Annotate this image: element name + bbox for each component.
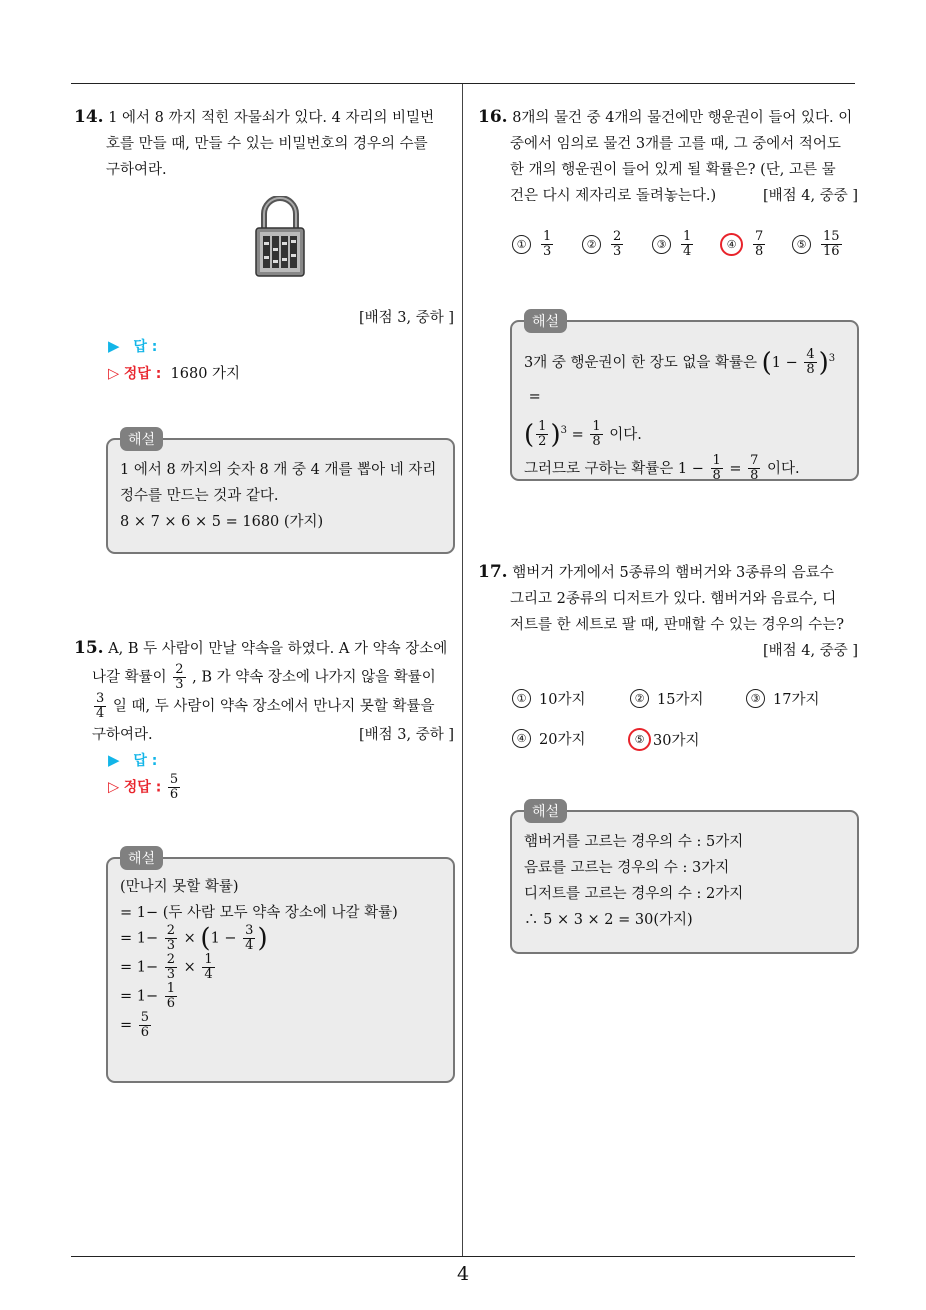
column-divider: [462, 84, 463, 1256]
choice-mark: ④: [512, 729, 531, 748]
explanation-text: ∴ 5 × 3 × 2 = 30(가지): [524, 912, 693, 928]
problem-text: 한 개의 행운권이 들어 있게 될 확률은? (단, 고른 물: [510, 162, 836, 178]
problem-text: 일 때, 두 사람이 약속 장소에서 만나지 못할 확률을: [112, 698, 435, 715]
explanation-text: 1 에서 8 까지의 숫자 8 개 중 4 개를 뽑아 네 자리: [120, 462, 437, 478]
answer-label: 답 :: [133, 339, 158, 355]
top-rule: [71, 83, 855, 84]
choice-5[interactable]: ⑤ $\frac{15}{16}$: [792, 230, 844, 259]
explanation-text: 디저트를 고르는 경우의 수 : 2가지: [524, 886, 744, 902]
bottom-rule: [71, 1256, 855, 1257]
problem-number: 17.: [478, 562, 508, 582]
explanation-eq: = 1− $\frac{1}{6}$: [120, 981, 176, 1011]
score: [배점 4, 중중 ]: [762, 643, 858, 659]
choice-mark: ②: [582, 235, 601, 254]
problem-text: 8개의 물건 중 4개의 물건에만 행운권이 들어 있다. 이: [512, 110, 853, 126]
choice-4-correct[interactable]: ④ $\frac{7}{8}$: [720, 230, 767, 259]
problem-number: 14.: [74, 107, 104, 127]
explanation-tag: 해설: [524, 309, 567, 333]
explanation-text: (만나지 못할 확률): [120, 879, 239, 895]
problem-text: 중에서 임의로 물건 3개를 고를 때, 그 중에서 적어도: [510, 136, 841, 152]
explanation-eq: 그러므로 구하는 확률은 1 − $\frac{1}{8}$ = $\frac{7}{8}$ 이다.: [524, 453, 800, 484]
explanation-text: 정수를 만드는 것과 같다.: [120, 488, 279, 504]
answer-line: [108, 750, 157, 770]
problem-text: 1 에서 8 까지 적힌 자물쇠가 있다. 4 자리의 비밀번: [108, 110, 435, 126]
correct-mark-icon: ⑤: [628, 728, 651, 751]
choice-4[interactable]: ④ 20가지: [512, 728, 585, 749]
choice-mark: ②: [630, 689, 649, 708]
fraction: $\frac{2}{3}$: [175, 662, 184, 692]
choice-mark: ①: [512, 689, 531, 708]
problem-text: 나갈 확률이: [92, 669, 167, 686]
problem-text: 햄버거 가게에서 5종류의 햄버거와 3종류의 음료수: [512, 565, 834, 581]
problem-text: 건은 다시 제자리로 돌려놓는다.): [510, 188, 717, 204]
correct-fraction: $\frac{5}{6}$: [169, 772, 179, 802]
explanation-text: = 1− (두 사람 모두 약속 장소에 나갈 확률): [120, 905, 398, 921]
problem-text: 그리고 2종류의 디저트가 있다. 햄버거와 음료수, 디: [510, 591, 837, 607]
answer-line: [108, 336, 157, 356]
explanation-eq: = 1− $\frac{2}{3}$ × (1 − $\frac{3}{4}$ ): [120, 923, 268, 954]
problem-17: [478, 559, 858, 664]
explanation-eq: = $\frac{5}{6}$: [120, 1010, 150, 1040]
explanation-eq: 3개 중 행운권이 한 장도 없을 확률은 (1 − $\frac{4}{8}$ )$^3$ =: [524, 347, 836, 405]
explanation-box: [510, 314, 859, 484]
explanation-box: [106, 432, 455, 554]
explanation-box: [510, 804, 859, 954]
choice-5-correct[interactable]: ⑤ 30가지: [628, 728, 699, 751]
problem-number: 16.: [478, 107, 508, 127]
problem-14: [74, 104, 454, 183]
explanation-box: [106, 851, 455, 1083]
choice-mark: ③: [652, 235, 671, 254]
hollow-arrow-icon: ▷: [108, 366, 120, 382]
choice-mark: ③: [746, 689, 765, 708]
choice-2[interactable]: ② $\frac{2}{3}$: [582, 230, 625, 259]
page-number: 4: [456, 1263, 470, 1285]
choice-1[interactable]: ① 10가지: [512, 688, 585, 709]
choice-mark: ①: [512, 235, 531, 254]
answer-label: 답 :: [133, 753, 158, 769]
correct-answer-line: [108, 362, 240, 383]
explanation-text: 8 × 7 × 6 × 5 = 1680 (가지): [120, 514, 324, 530]
choice-3[interactable]: ③ $\frac{1}{4}$: [652, 230, 695, 259]
explanation-text: 햄버거를 고르는 경우의 수 : 5가지: [524, 834, 744, 850]
padlock-image: [254, 196, 306, 278]
explanation-eq: ( $\frac{1}{2}$ )$^3$ = $\frac{1}{8}$ 이다.: [524, 419, 642, 450]
explanation-eq: = 1− $\frac{2}{3}$ × $\frac{1}{4}$: [120, 952, 213, 982]
fraction: $\frac{3}{4}$: [96, 691, 105, 721]
score: [배점 4, 중중 ]: [762, 188, 858, 204]
choice-3[interactable]: ③ 17가지: [746, 688, 819, 709]
explanation-tag: 해설: [120, 427, 163, 451]
explanation-text: 음료를 고르는 경우의 수 : 3가지: [524, 860, 730, 876]
choice-mark: ⑤: [792, 235, 811, 254]
score: [배점 3, 중하 ]: [358, 310, 454, 326]
correct-mark-icon: ④: [720, 233, 743, 256]
problem-16: [478, 104, 858, 209]
correct-answer-line: [108, 773, 182, 802]
choice-1[interactable]: ① $\frac{1}{3}$: [512, 230, 555, 259]
correct-label: 정답 :: [123, 366, 162, 382]
choice-2[interactable]: ② 15가지: [630, 688, 703, 709]
arrow-icon: ▶: [108, 337, 120, 355]
problem-number: 15.: [74, 638, 104, 658]
explanation-tag: 해설: [120, 846, 163, 870]
correct-label: 정답 :: [123, 779, 162, 796]
problem-text: 구하여라.: [92, 727, 153, 743]
problem-text: , B 가 약속 장소에 나가지 않을 확률이: [192, 669, 436, 686]
problem-text: A, B 두 사람이 만날 약속을 하였다. A 가 약속 장소에: [108, 641, 448, 657]
problem-text: 호를 만들 때, 만들 수 있는 비밀번호의 경우의 수를: [106, 136, 428, 152]
problem-text: 저트를 한 세트로 팔 때, 판매할 수 있는 경우의 수는?: [510, 617, 845, 633]
score: [배점 3, 중하 ]: [358, 727, 454, 743]
arrow-icon: ▶: [108, 751, 120, 769]
correct-value: 1680 가지: [170, 366, 241, 382]
problem-text: 구하여라.: [106, 162, 167, 178]
hollow-arrow-icon: ▷: [108, 779, 120, 796]
problem-15: [74, 634, 458, 749]
explanation-tag: 해설: [524, 799, 567, 823]
